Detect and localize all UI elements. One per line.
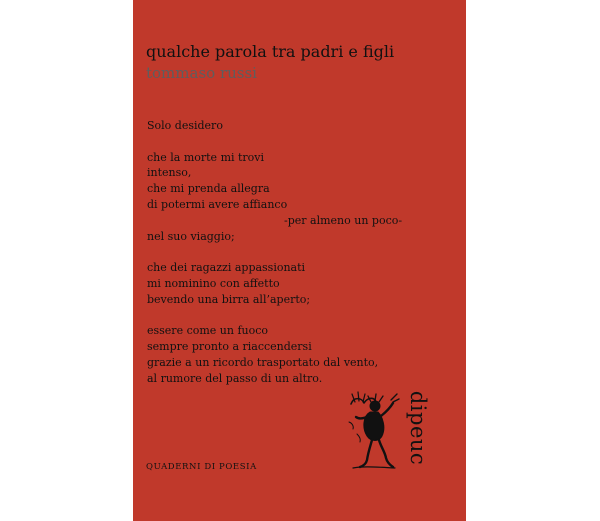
publisher-wordmark: dipeuc <box>406 390 431 466</box>
poem-line: essere come un fuoco <box>147 324 269 338</box>
book-author: tommaso russi <box>146 64 257 82</box>
book-cover <box>133 0 466 521</box>
book-title: qualche parola tra padri e figli <box>146 42 395 61</box>
poem-line: Solo desidero <box>147 119 223 132</box>
series-label: QUADERNI DI POESIA <box>146 462 257 472</box>
poem-line: grazie a un ricordo trasportato dal vento, <box>147 355 379 369</box>
poem-line: bevendo una birra all’aperto; <box>147 292 311 306</box>
poem-line: intenso, <box>147 166 192 180</box>
poem-line: al rumore del passo di un altro. <box>147 371 323 385</box>
poem-line: che la morte mi trovi <box>147 150 265 164</box>
poem-line: che mi prenda allegra <box>147 182 270 196</box>
poem-line: mi nominino con affetto <box>147 276 280 290</box>
poem-line: nel suo viaggio; <box>147 229 235 243</box>
poem-line: che dei ragazzi appassionati <box>147 261 306 275</box>
publisher-logo <box>405 381 431 475</box>
poem-line: di potermi avere affianco <box>147 197 288 211</box>
poem-line: sempre pronto a riaccendersi <box>147 340 312 354</box>
woodcut-figure-icon <box>345 382 401 474</box>
poem <box>147 118 417 387</box>
poem-line: -per almeno un poco- <box>284 213 403 227</box>
